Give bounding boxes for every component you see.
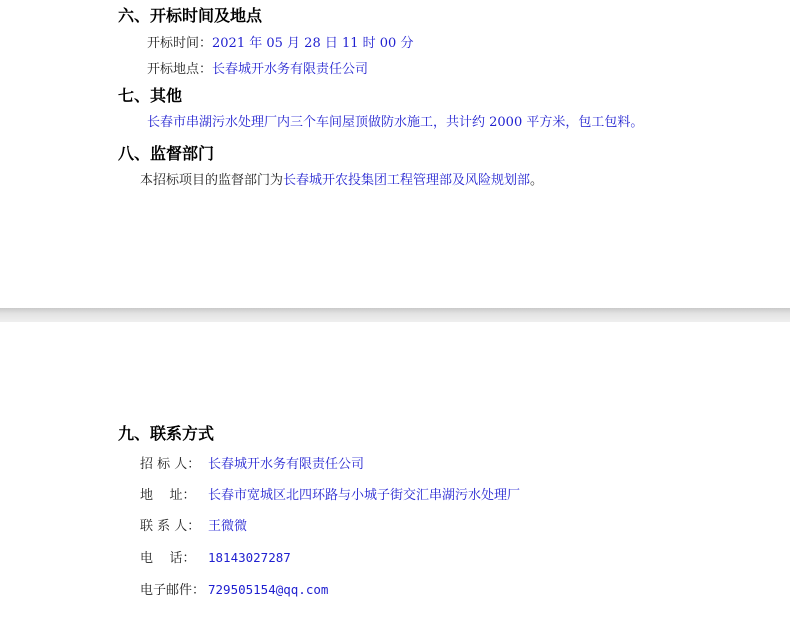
bid-opening-place-line	[147, 61, 368, 79]
contact-person-label: 联 系 人：	[140, 519, 201, 534]
contact-row-contact-person	[140, 518, 247, 536]
bid-opening-place-value: 长春城开水务有限责任公司	[212, 62, 369, 77]
section-6-heading: 六、开标时间及地点	[118, 6, 263, 25]
bid-opening-time-line	[147, 35, 413, 53]
address-value: 长春市宽城区北四环路与小城子街交汇串湖污水处理厂	[208, 488, 521, 503]
phone-value: 18143027287	[208, 550, 291, 565]
bidder-label: 招 标 人：	[140, 457, 201, 472]
contact-row-address	[140, 487, 520, 505]
section-9-heading: 九、联系方式	[118, 424, 215, 443]
supervision-suffix: 。	[530, 173, 544, 188]
bid-opening-place-label: 开标地点：	[147, 62, 213, 77]
document-page-1	[0, 0, 790, 308]
section-7-heading: 七、其他	[118, 86, 183, 105]
bid-opening-time-label: 开标时间：	[147, 36, 213, 51]
contact-row-bidder	[140, 456, 364, 474]
section-8-text	[140, 172, 543, 190]
section-7-text: 长春市串湖污水处理厂内三个车间屋顶做防水施工，共计约 2000 平方米，包工包料。	[147, 115, 644, 130]
page-separator	[0, 308, 790, 322]
contact-row-phone	[140, 549, 291, 568]
phone-label: 电 话：	[140, 551, 196, 566]
document-page-2	[0, 322, 790, 644]
supervision-prefix: 本招标项目的监督部门为	[140, 173, 284, 188]
bid-opening-time-value: 2021 年 05 月 28 日 11 时 00 分	[212, 36, 414, 51]
section-8-heading: 八、监督部门	[118, 144, 215, 163]
address-label: 地 址：	[140, 488, 196, 503]
contact-person-value: 王微微	[208, 519, 248, 534]
email-label: 电子邮件：	[140, 583, 206, 598]
supervision-department: 长春城开农投集团工程管理部及风险规划部	[283, 173, 531, 188]
bidder-value: 长春城开水务有限责任公司	[208, 457, 365, 472]
email-value: 729505154@qq.com	[208, 582, 329, 597]
contact-row-email	[140, 581, 328, 600]
